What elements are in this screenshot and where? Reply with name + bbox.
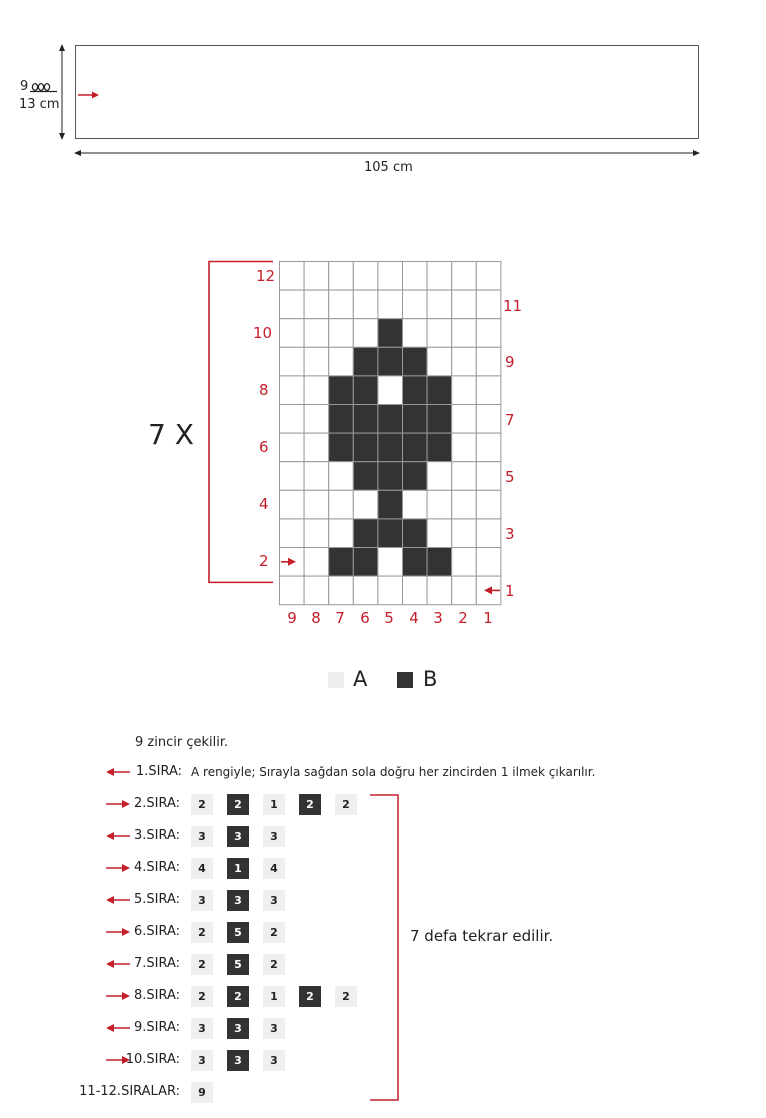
count-box-b: 3	[227, 826, 249, 847]
row-label: 2.SIRA:	[133, 796, 180, 811]
count-box-b: 2	[227, 794, 249, 815]
count-box-a: 3	[263, 1050, 285, 1071]
chart-cell-a	[427, 290, 452, 319]
count-box-a: 3	[263, 890, 285, 911]
count-box-a: 3	[191, 890, 213, 911]
column-number: 6	[360, 609, 370, 627]
row1-text: A rengiyle; Sırayla sağdan sola doğru her zincirden 1 ilmek çıkarılır.	[191, 765, 596, 779]
row-number: 1	[505, 582, 515, 600]
column-number: 7	[335, 609, 345, 627]
repeat-label: 7 X	[148, 418, 194, 451]
column-number: 9	[287, 609, 297, 627]
count-box-a: 4	[191, 858, 213, 879]
chart-cell-a	[427, 319, 452, 348]
chart-cell-a	[452, 548, 477, 577]
count-box-b: 2	[299, 794, 321, 815]
chart-cell-b	[353, 462, 378, 491]
chart-cell-a	[329, 347, 354, 376]
row-label: 5.SIRA:	[133, 892, 180, 907]
column-number: 8	[311, 609, 321, 627]
chart-cell-a	[452, 376, 477, 405]
row-label: 1.SIRA:	[136, 764, 183, 779]
chart-cell-a	[304, 376, 329, 405]
chart-cell-a	[280, 462, 305, 491]
count-box-b: 2	[299, 986, 321, 1007]
row-number: 9	[505, 353, 515, 371]
chart-cell-a	[476, 462, 501, 491]
chart-cell-a	[304, 319, 329, 348]
row-label: 11-12.SIRALAR:	[79, 1084, 180, 1099]
chart-cell-a	[378, 290, 403, 319]
count-box-a: 3	[263, 826, 285, 847]
chart-cell-a	[476, 262, 501, 291]
chart-cell-b	[378, 405, 403, 434]
chart-cell-b	[378, 519, 403, 548]
count-box-a: 2	[191, 794, 213, 815]
row-number: 11	[503, 297, 523, 315]
count-box-a: 9	[191, 1082, 213, 1103]
arrow-left-icon	[106, 1023, 130, 1033]
chart-cell-b	[353, 347, 378, 376]
chart-cell-a	[304, 405, 329, 434]
chart-cell-b	[378, 319, 403, 348]
chart-cell-a	[427, 347, 452, 376]
count-box-a: 2	[191, 986, 213, 1007]
chart-cell-a	[403, 490, 428, 519]
count-box-b: 5	[227, 954, 249, 975]
chart-cell-a	[353, 262, 378, 291]
row-number: 4	[259, 495, 269, 513]
chart-cell-b	[427, 376, 452, 405]
legend-label-a: A	[353, 667, 368, 691]
chart-cell-a	[280, 405, 305, 434]
chart-cell-a	[403, 262, 428, 291]
chart-cell-b	[329, 405, 354, 434]
arrow-right-icon	[106, 927, 130, 937]
count-box-b: 3	[227, 890, 249, 911]
chart-cell-a	[329, 519, 354, 548]
column-number: 2	[458, 609, 468, 627]
chart-cell-a	[280, 347, 305, 376]
chart-cell-a	[378, 262, 403, 291]
row-label: 4.SIRA:	[133, 860, 180, 875]
chart-cell-a	[403, 319, 428, 348]
chart-cell-a	[329, 490, 354, 519]
count-box-a: 3	[191, 826, 213, 847]
chart-cell-a	[280, 290, 305, 319]
chart-cell-a	[378, 548, 403, 577]
chart-cell-a	[452, 347, 477, 376]
count-box-a: 2	[191, 922, 213, 943]
chart-cell-b	[427, 433, 452, 462]
chart-cell-a	[304, 490, 329, 519]
chart-cell-a	[427, 462, 452, 491]
chart-cell-a	[427, 262, 452, 291]
chart-cell-a	[427, 519, 452, 548]
chart-cell-a	[476, 519, 501, 548]
chart-cell-a	[280, 376, 305, 405]
height-label-top: 9	[20, 79, 29, 94]
row-number: 2	[259, 552, 269, 570]
chart-cell-b	[353, 519, 378, 548]
count-box-a: 1	[263, 794, 285, 815]
chart-cell-a	[452, 462, 477, 491]
count-box-a: 2	[263, 954, 285, 975]
chart-cell-a	[378, 576, 403, 605]
chart-cell-a	[476, 490, 501, 519]
row-label: 7.SIRA:	[133, 956, 180, 971]
chart-cell-b	[329, 376, 354, 405]
count-box-b: 5	[227, 922, 249, 943]
count-box-a: 1	[263, 986, 285, 1007]
chart-cell-b	[403, 376, 428, 405]
chart-grid	[0, 250, 766, 610]
chart-cell-a	[329, 576, 354, 605]
row-label: 10.SIRA:	[125, 1052, 180, 1067]
chart-repeat-bracket	[209, 262, 276, 583]
count-box-b: 3	[227, 1050, 249, 1071]
chart-cell-a	[304, 548, 329, 577]
chart-cell-a	[452, 433, 477, 462]
row-number: 6	[259, 438, 269, 456]
chart-cell-b	[403, 347, 428, 376]
count-box-a: 3	[263, 1018, 285, 1039]
chart-cell-a	[304, 576, 329, 605]
arrow-left-icon	[106, 895, 130, 905]
arrow-left-icon	[106, 767, 130, 777]
column-number: 1	[483, 609, 493, 627]
chart-cell-b	[378, 462, 403, 491]
column-number: 4	[409, 609, 419, 627]
chart-cell-b	[403, 433, 428, 462]
chart-cell-a	[329, 290, 354, 319]
count-box-a: 3	[191, 1050, 213, 1071]
chart-cell-a	[476, 347, 501, 376]
arrow-left-icon	[106, 959, 130, 969]
chart-cell-b	[353, 548, 378, 577]
chart-cell-a	[304, 347, 329, 376]
chart-cell-b	[378, 347, 403, 376]
chart-cell-a	[329, 462, 354, 491]
row-label: 8.SIRA:	[133, 988, 180, 1003]
chain-stitch-icon	[30, 84, 57, 92]
chart-cell-a	[280, 519, 305, 548]
chart-cell-a	[304, 433, 329, 462]
chart-cell-a	[452, 576, 477, 605]
chart-cell-a	[403, 576, 428, 605]
chart-cell-a	[280, 433, 305, 462]
row-number: 7	[505, 411, 515, 429]
chart-cell-a	[353, 319, 378, 348]
count-box-a: 2	[263, 922, 285, 943]
legend-swatch-b	[397, 672, 413, 688]
chart-cell-b	[353, 433, 378, 462]
arrow-right-icon	[106, 863, 130, 873]
chart-cell-a	[476, 290, 501, 319]
chart-cell-a	[476, 433, 501, 462]
chart-cell-a	[304, 462, 329, 491]
chart-cell-b	[329, 548, 354, 577]
arrow-right-icon	[106, 799, 130, 809]
chart-cell-a	[452, 262, 477, 291]
chart-cell-b	[353, 405, 378, 434]
legend-swatch-a	[328, 672, 344, 688]
chart-cell-a	[476, 548, 501, 577]
row-label: 6.SIRA:	[133, 924, 180, 939]
count-box-a: 2	[335, 794, 357, 815]
chart-cell-a	[304, 290, 329, 319]
row-label: 9.SIRA:	[133, 1020, 180, 1035]
chart-cell-a	[280, 262, 305, 291]
column-number: 3	[433, 609, 443, 627]
row-label: 3.SIRA:	[133, 828, 180, 843]
chart-cell-a	[353, 290, 378, 319]
row-number: 12	[256, 267, 276, 285]
repeat-note: 7 defa tekrar edilir.	[410, 927, 554, 945]
chart-cell-b	[378, 433, 403, 462]
chart-cell-b	[403, 405, 428, 434]
chart-cell-b	[403, 462, 428, 491]
chart-cell-a	[280, 490, 305, 519]
chart-cell-a	[329, 319, 354, 348]
width-label: 105 cm	[364, 160, 413, 175]
chart-cell-b	[353, 376, 378, 405]
row-number: 3	[505, 525, 515, 543]
chart-cell-b	[427, 548, 452, 577]
chart-cell-a	[476, 376, 501, 405]
chart-cell-a	[280, 576, 305, 605]
column-number: 5	[384, 609, 394, 627]
chart-cell-a	[476, 405, 501, 434]
chart-cell-a	[452, 490, 477, 519]
chart-cell-a	[427, 490, 452, 519]
height-label: 13 cm	[19, 97, 60, 112]
chart-cell-b	[378, 490, 403, 519]
row-number: 10	[253, 324, 273, 342]
legend-label-b: B	[423, 667, 438, 691]
intro-text: 9 zincir çekilir.	[135, 735, 229, 750]
chart-cell-a	[427, 576, 452, 605]
chart-cell-a	[304, 262, 329, 291]
count-box-a: 2	[335, 986, 357, 1007]
chart-cell-a	[280, 319, 305, 348]
row-number: 8	[259, 381, 269, 399]
chart-cell-a	[304, 519, 329, 548]
count-box-a: 2	[191, 954, 213, 975]
repeat-bracket	[360, 790, 410, 1110]
count-box-b: 1	[227, 858, 249, 879]
chart-cell-a	[476, 319, 501, 348]
chart-cell-a	[452, 519, 477, 548]
chart-cell-a	[353, 576, 378, 605]
chart-cell-a	[452, 319, 477, 348]
chart-cell-b	[427, 405, 452, 434]
chart-cell-a	[353, 490, 378, 519]
chart-cell-b	[329, 433, 354, 462]
count-box-a: 4	[263, 858, 285, 879]
count-box-b: 3	[227, 1018, 249, 1039]
chart-cell-a	[452, 405, 477, 434]
chart-cell-a	[378, 376, 403, 405]
count-box-a: 3	[191, 1018, 213, 1039]
arrow-left-icon	[106, 831, 130, 841]
chart-cell-a	[452, 290, 477, 319]
count-box-b: 2	[227, 986, 249, 1007]
chart-cell-a	[329, 262, 354, 291]
chart-cell-a	[403, 290, 428, 319]
chart-cell-b	[403, 519, 428, 548]
arrow-right-icon	[106, 991, 130, 1001]
row-number: 5	[505, 468, 515, 486]
chart-cell-b	[403, 548, 428, 577]
